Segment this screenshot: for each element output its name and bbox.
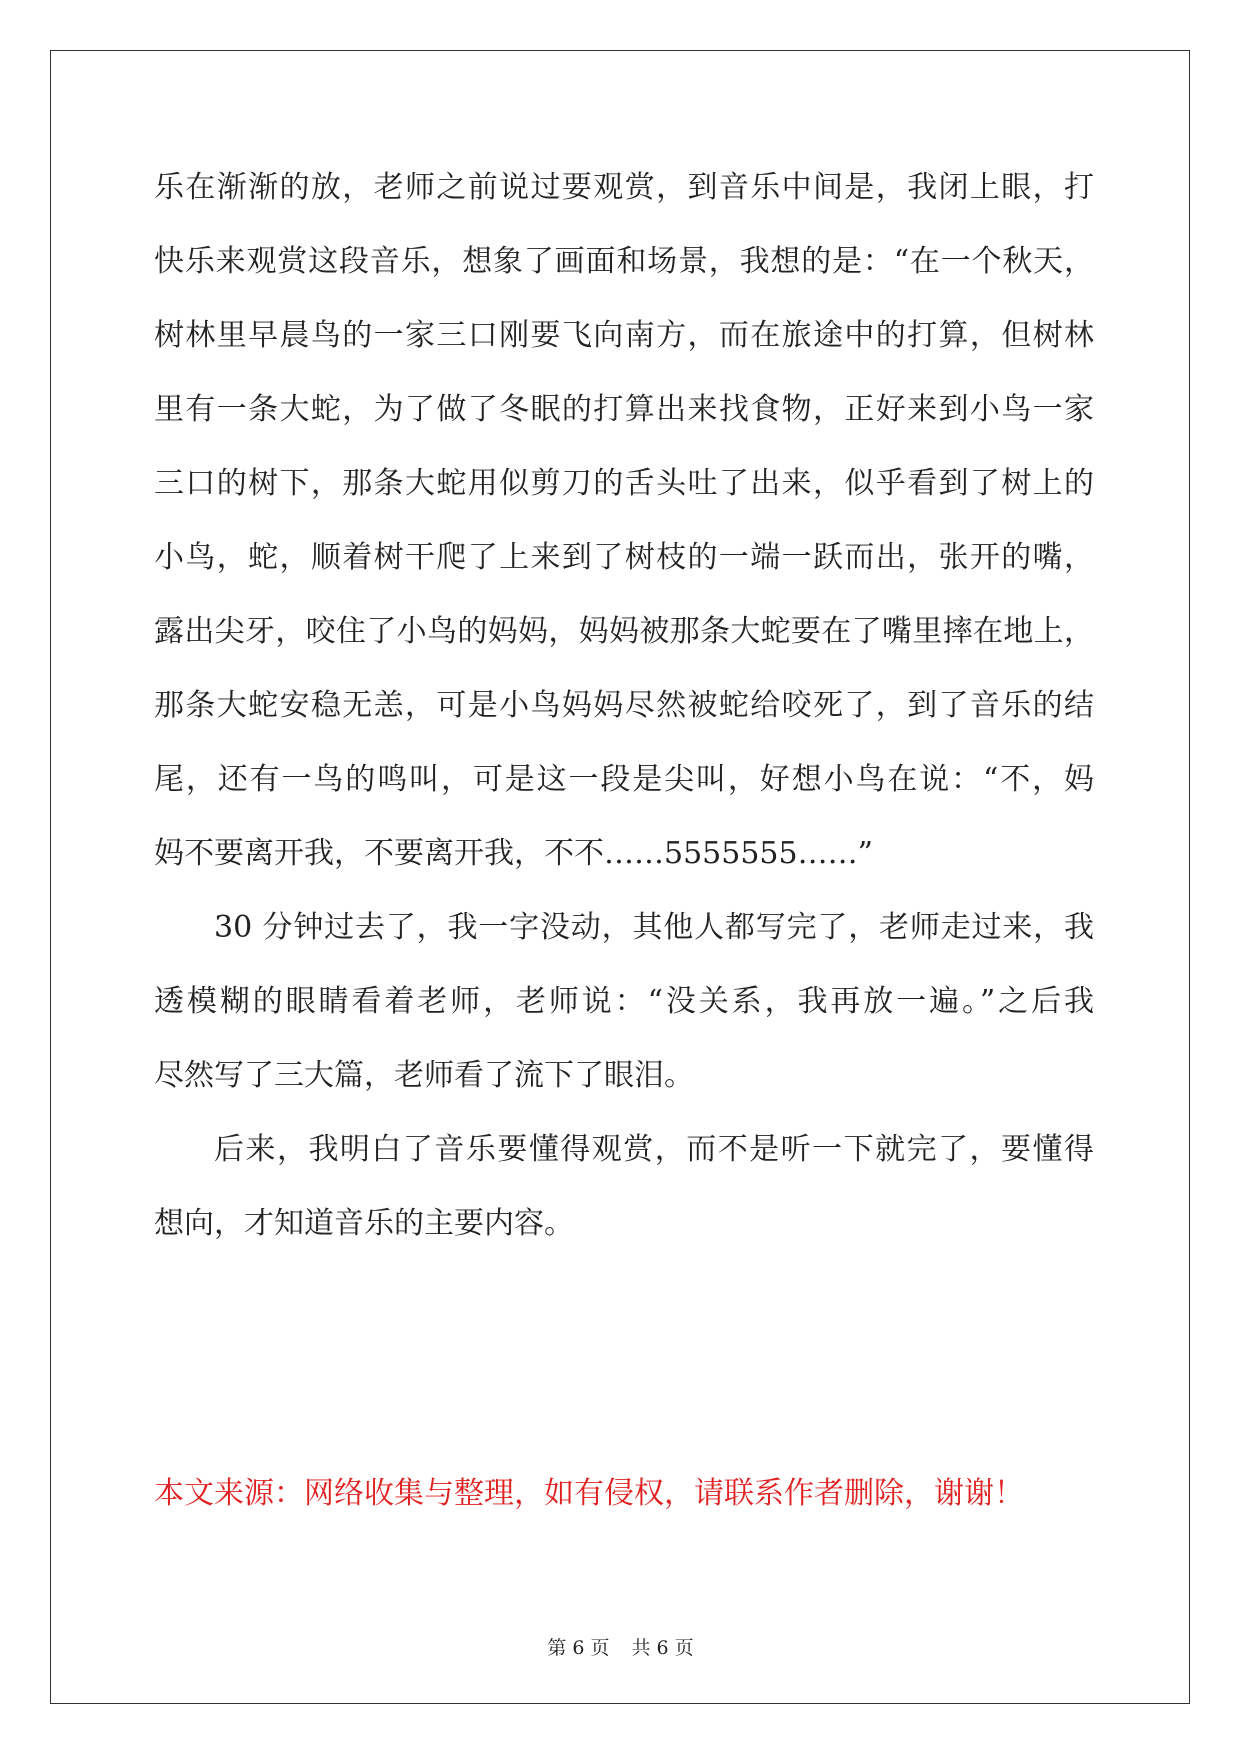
paragraph-1-line-10: 妈不要离开我，不要离开我，不不……5555555……” (154, 836, 873, 871)
paragraph-1-line-5: 三口的树下，那条大蛇用似剪刀的舌头吐了出来，似乎看到了树上的 (154, 466, 1094, 501)
source-notice: 本文来源：网络收集与整理，如有侵权，请联系作者删除，谢谢！ (154, 1476, 1024, 1511)
page-footer (0, 1636, 1241, 1660)
page-total: 共 6 页 (631, 1637, 694, 1659)
paragraph-2-line-3: 尽然写了三大篇，老师看了流下了眼泪。 (154, 1058, 694, 1093)
paragraph-2-line-1: 30 分钟过去了，我一字没动，其他人都写完了，老师走过来，我 (214, 910, 1094, 945)
paragraph-1-line-1: 乐在渐渐的放，老师之前说过要观赏，到音乐中间是，我闭上眼，打 (154, 170, 1094, 205)
paragraph-1-line-2: 快乐来观赏这段音乐，想象了画面和场景，我想的是：“在一个秋天， (154, 244, 1094, 279)
paragraph-2-line-2: 透模糊的眼睛看着老师，老师说：“没关系，我再放一遍。”之后我 (154, 984, 1094, 1019)
paragraph-1-line-3: 树林里早晨鸟的一家三口刚要飞向南方，而在旅途中的打算，但树林 (154, 318, 1094, 353)
page-number: 第 6 页 (547, 1637, 610, 1659)
paragraph-3-line-1: 后来，我明白了音乐要懂得观赏，而不是听一下就完了，要懂得 (214, 1132, 1094, 1167)
paragraph-3-line-2: 想向，才知道音乐的主要内容。 (154, 1206, 574, 1241)
paragraph-1-line-4: 里有一条大蛇，为了做了冬眠的打算出来找食物，正好来到小鸟一家 (154, 392, 1094, 427)
paragraph-1-line-7: 露出尖牙，咬住了小鸟的妈妈，妈妈被那条大蛇要在了嘴里摔在地上， (154, 614, 1094, 649)
paragraph-1-line-6: 小鸟，蛇，顺着树干爬了上来到了树枝的一端一跃而出，张开的嘴， (154, 540, 1094, 575)
paragraph-1-line-9: 尾，还有一鸟的鸣叫，可是这一段是尖叫，好想小鸟在说：“不，妈 (154, 762, 1094, 797)
page-border (50, 50, 1190, 1704)
paragraph-1-line-8: 那条大蛇安稳无恙，可是小鸟妈妈尽然被蛇给咬死了，到了音乐的结 (154, 688, 1094, 723)
